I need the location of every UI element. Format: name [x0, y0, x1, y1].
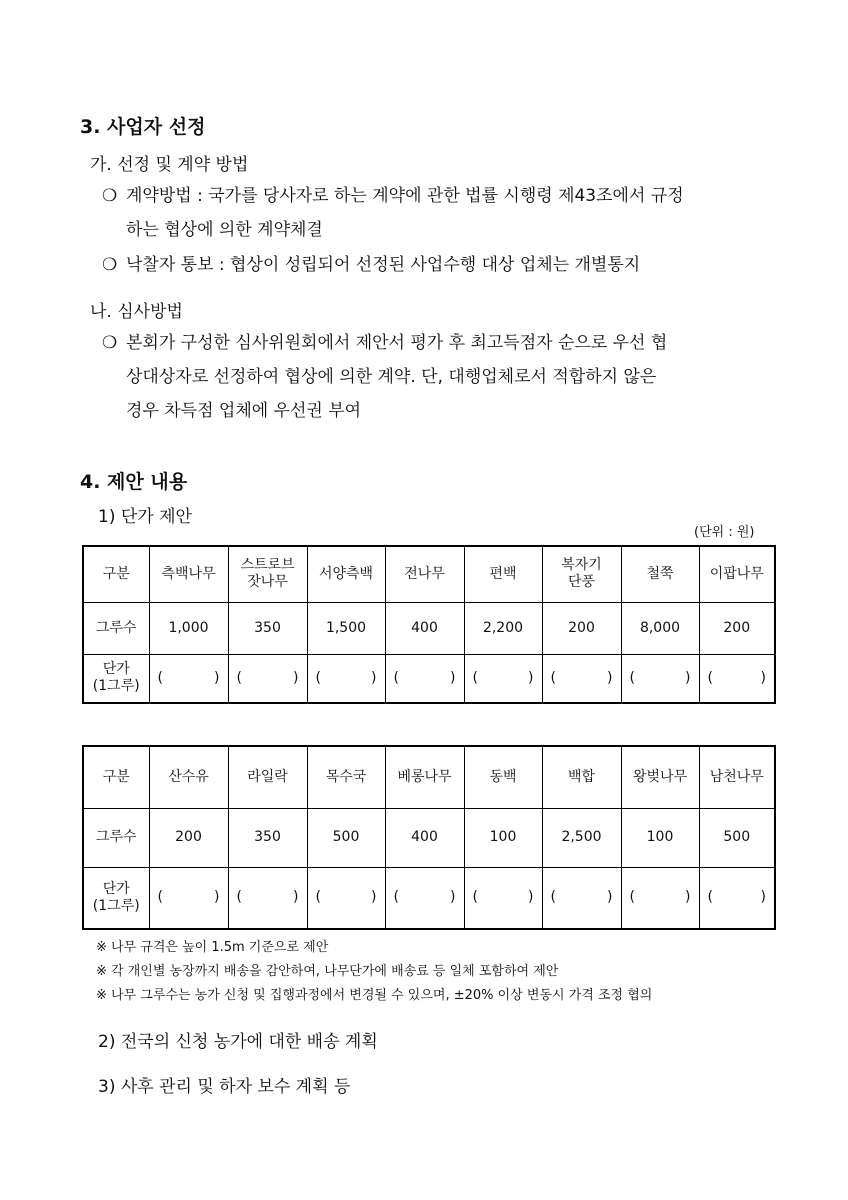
tree-count: 1,000	[149, 602, 228, 654]
tree-count: 400	[385, 808, 464, 867]
tree-count: 1,500	[307, 602, 385, 654]
table1-header: 이팝나무	[699, 546, 775, 602]
price-blank: ( )	[228, 654, 307, 703]
section4-title: 4. 제안 내용	[80, 471, 188, 493]
note-3: ※ 나무 그루수는 농가 신청 및 집행과정에서 변경될 수 있으며, ±20% 이상 변동시 가격 조정 협의	[96, 988, 653, 1003]
count-label: 그루수	[83, 808, 149, 867]
category-label: 구분	[83, 546, 149, 602]
price-blank: ( )	[699, 654, 775, 703]
table2-header: 라일락	[228, 746, 307, 808]
tree-count: 100	[464, 808, 542, 867]
price-blank: ( )	[149, 867, 228, 929]
table2-header: 동백	[464, 746, 542, 808]
circle-bullet-icon: ❍	[102, 255, 118, 275]
table1-header: 서양측백	[307, 546, 385, 602]
price-blank: ( )	[621, 867, 699, 929]
table1-header: 복자기 단풍	[542, 546, 621, 602]
section4-sub3: 3) 사후 관리 및 하자 보수 계획 등	[98, 1077, 351, 1097]
note-1: ※ 나무 규격은 높이 1.5m 기준으로 제안	[96, 940, 329, 955]
tree-count: 500	[699, 808, 775, 867]
unit-label: (단위 : 원)	[694, 525, 755, 540]
note-2: ※ 각 개인별 농장까지 배송을 감안하여, 나무단가에 배송료 등 일체 포함하여 제안	[96, 964, 559, 979]
tree-count: 500	[307, 808, 385, 867]
table1-header: 스트로브 잣나무	[228, 546, 307, 602]
tree-count: 200	[542, 602, 621, 654]
price-blank: ( )	[307, 867, 385, 929]
price-blank: ( )	[464, 654, 542, 703]
sub-a-item2	[102, 248, 640, 282]
table1-header: 전나무	[385, 546, 464, 602]
price-label: 단가 (1그루)	[83, 654, 149, 703]
table1-header-row	[83, 546, 775, 602]
sub-b-item1	[102, 326, 667, 428]
price-blank: ( )	[228, 867, 307, 929]
tree-count: 400	[385, 602, 464, 654]
section4-sub2: 2) 전국의 신청 농가에 대한 배송 계획	[98, 1032, 378, 1052]
sub-b-item1-line1: 본회가 구성한 심사위원회에서 제안서 평가 후 최고득점자 순으로 우선 협	[126, 333, 668, 353]
count-label: 그루수	[83, 602, 149, 654]
price-blank: ( )	[542, 867, 621, 929]
section3-sub-a-title: 가. 선정 및 계약 방법	[90, 155, 249, 175]
table2-header: 백합	[542, 746, 621, 808]
sub-a-item1-line2: 하는 협상에 의한 계약체결	[126, 220, 323, 240]
section3-title: 3. 사업자 선정	[80, 116, 206, 138]
price-blank: ( )	[464, 867, 542, 929]
table1-header: 철쭉	[621, 546, 699, 602]
circle-bullet-icon: ❍	[102, 333, 118, 353]
sub-a-item2-text: 낙찰자 통보 : 협상이 성립되어 선정된 사업수행 대상 업체는 개별통지	[126, 255, 641, 275]
table2-price-row	[83, 867, 775, 929]
tree-count: 100	[621, 808, 699, 867]
category-label: 구분	[83, 746, 149, 808]
table2-header: 산수유	[149, 746, 228, 808]
table2-header: 남천나무	[699, 746, 775, 808]
price-blank: ( )	[385, 654, 464, 703]
price-blank: ( )	[307, 654, 385, 703]
table1-count-row	[83, 602, 775, 654]
price-blank: ( )	[699, 867, 775, 929]
table2-count-row	[83, 808, 775, 867]
circle-bullet-icon: ❍	[102, 186, 118, 206]
tree-count: 200	[699, 602, 775, 654]
price-label: 단가 (1그루)	[83, 867, 149, 929]
table2-header: 베롱나무	[385, 746, 464, 808]
section4-sub1: 1) 단가 제안	[98, 507, 192, 527]
tree-count: 350	[228, 808, 307, 867]
price-blank: ( )	[149, 654, 228, 703]
tree-count: 2,200	[464, 602, 542, 654]
price-blank: ( )	[542, 654, 621, 703]
sub-b-item1-line2: 상대상자로 선정하여 협상에 의한 계약. 단, 대행업체로서 적합하지 않은	[126, 367, 657, 387]
tree-count: 2,500	[542, 808, 621, 867]
section3-sub-b-title: 나. 심사방법	[90, 302, 183, 322]
table1-price-row	[83, 654, 775, 703]
price-table-1	[82, 545, 776, 704]
tree-count: 350	[228, 602, 307, 654]
table2-header-row	[83, 746, 775, 808]
table1-header: 편백	[464, 546, 542, 602]
price-blank: ( )	[385, 867, 464, 929]
tree-count: 200	[149, 808, 228, 867]
sub-a-item1	[102, 179, 684, 247]
sub-b-item1-line3: 경우 차득점 업체에 우선권 부여	[126, 401, 362, 421]
price-blank: ( )	[621, 654, 699, 703]
table1-header: 측백나무	[149, 546, 228, 602]
sub-a-item1-line1: 계약방법 : 국가를 당사자로 하는 계약에 관한 법률 시행령 제43조에서 규정	[126, 186, 684, 206]
tree-count: 8,000	[621, 602, 699, 654]
table2-header: 왕벚나무	[621, 746, 699, 808]
price-table-2	[82, 745, 776, 930]
table2-header: 목수국	[307, 746, 385, 808]
